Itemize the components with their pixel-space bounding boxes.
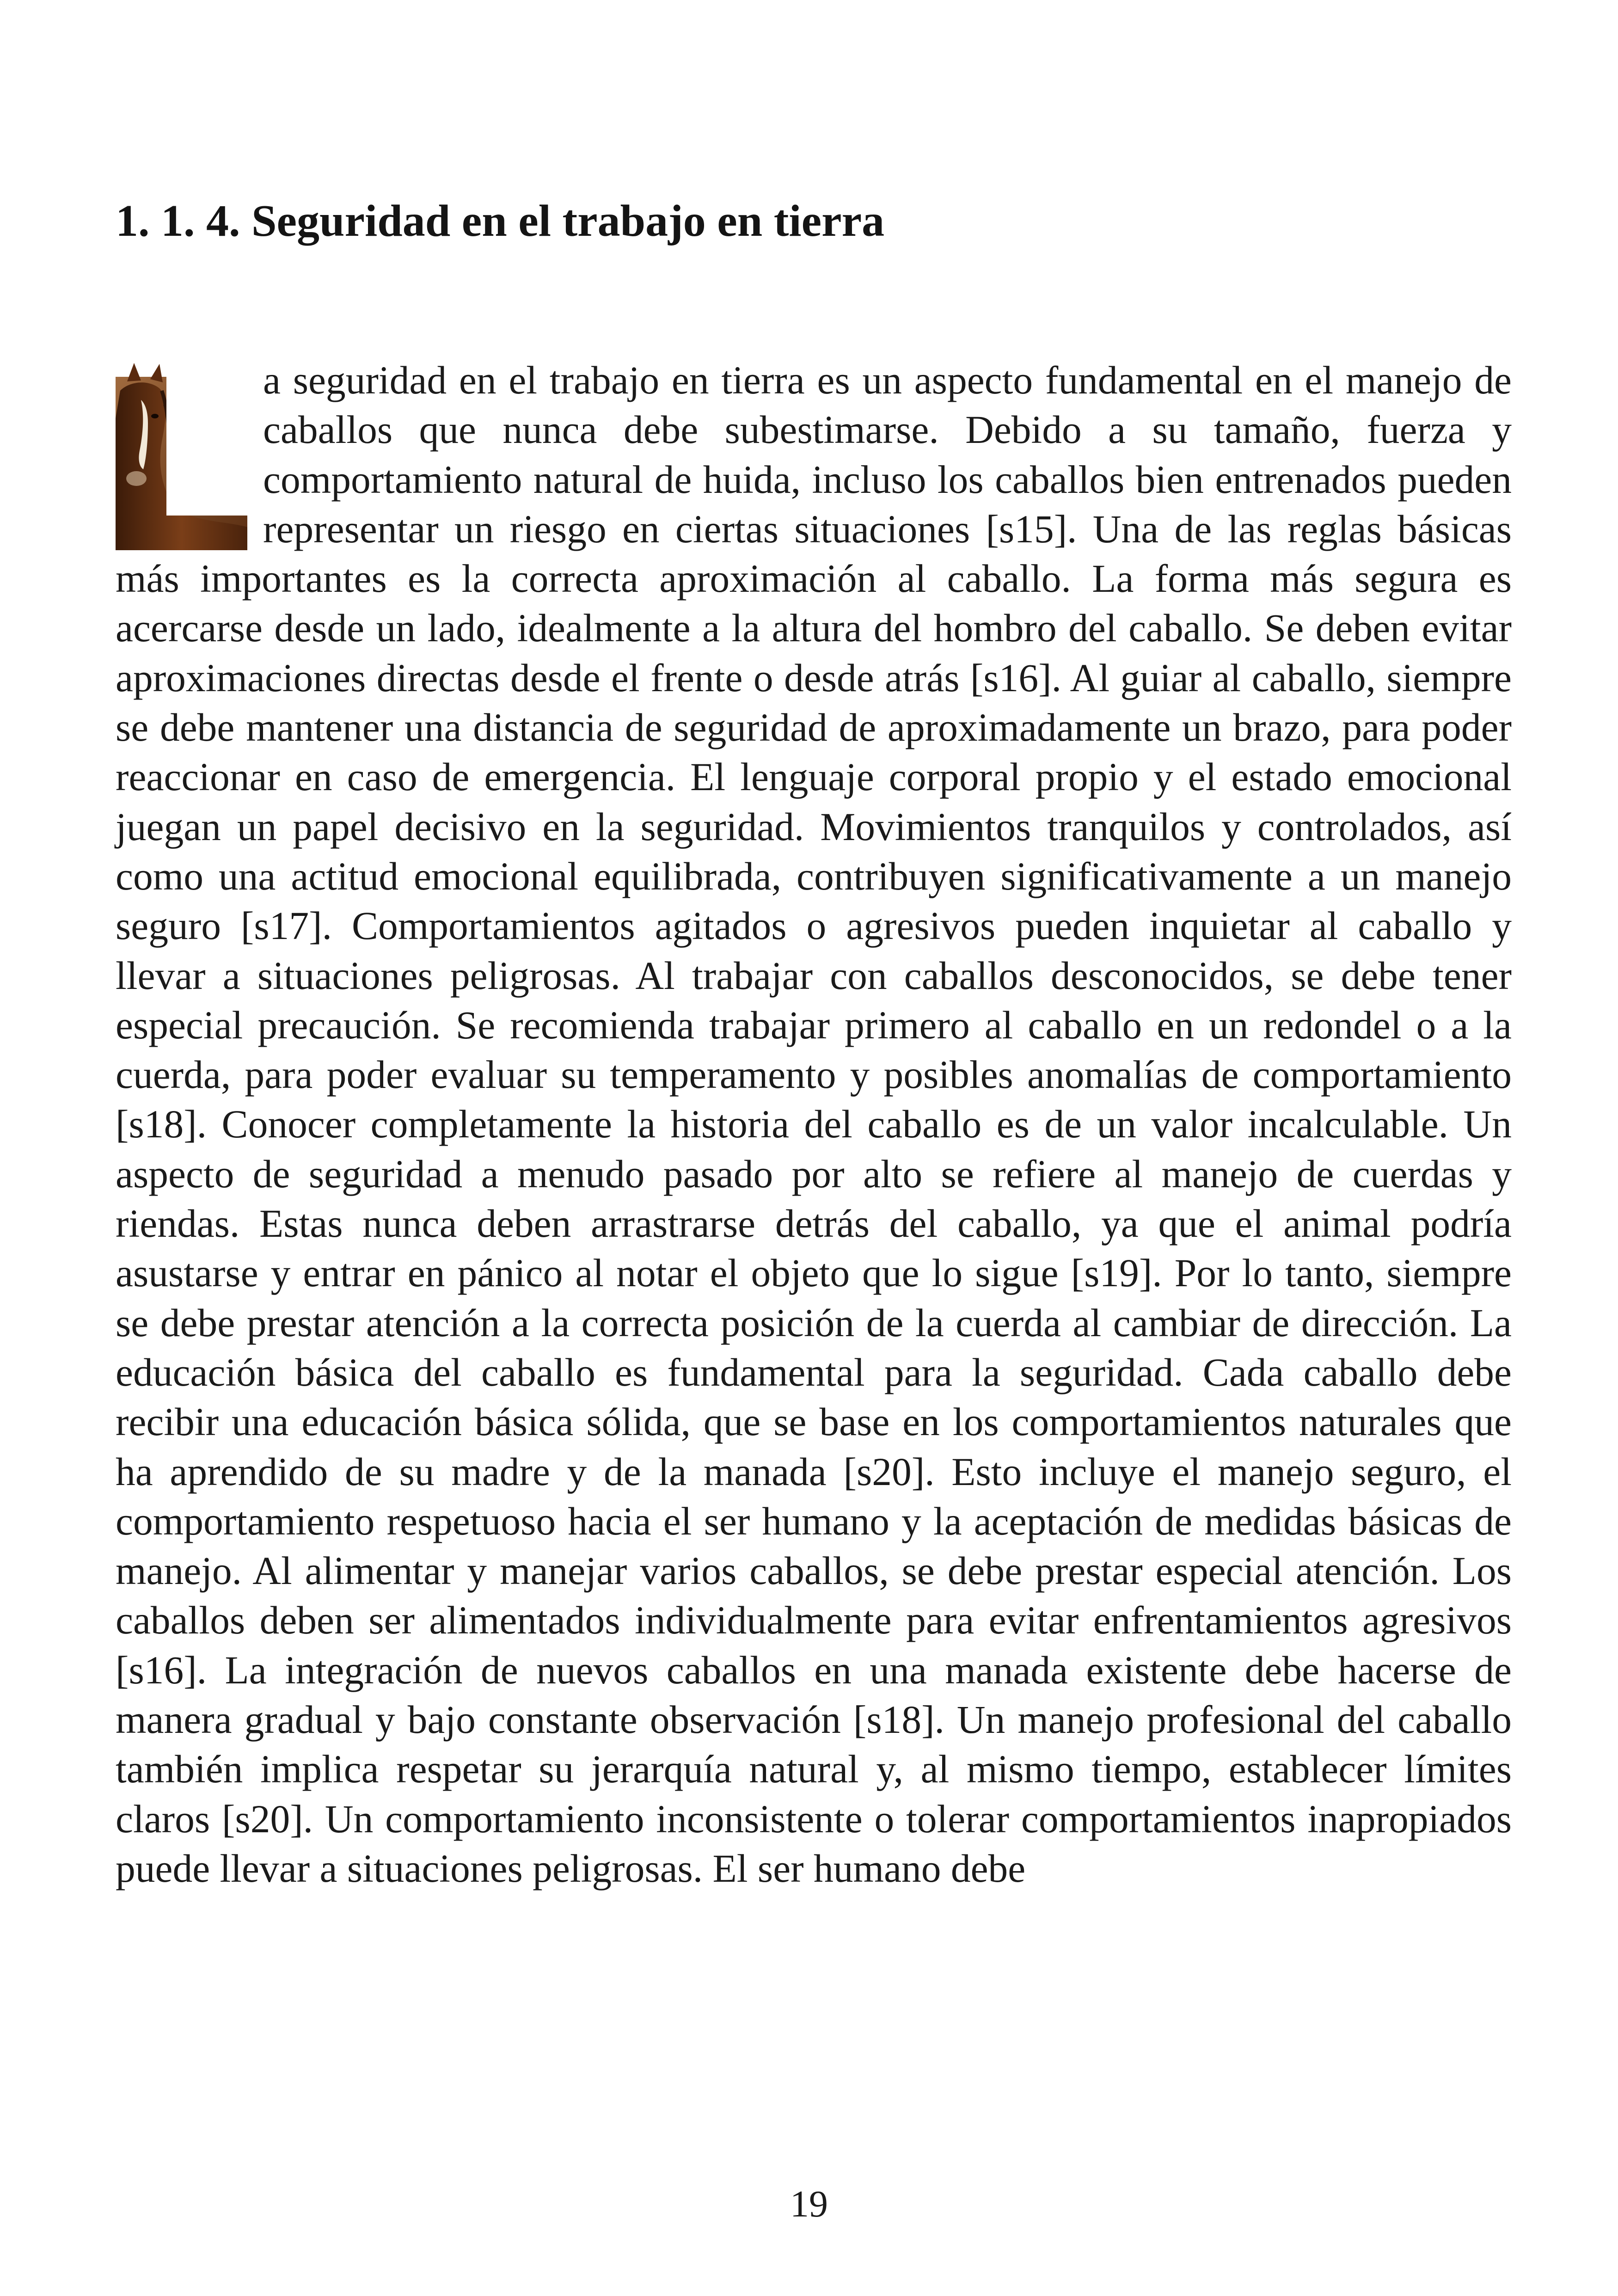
page-number: 19 <box>790 2183 828 2225</box>
paragraph-text: a seguridad en el trabajo en tierra es un aspecto fundamental en el manejo de caballos que nunca debe subestimarse. Debido a su tamaño, fuerza y comportamiento natural de huida, incluso los caballos bien entrenados pueden representar un riesgo en ciertas situaciones [s15]. Una de las reglas básicas más importantes es la correcta aproximación al caballo. La forma más segura es acercarse desde un lado, idealmente a la altura del hombro del caballo. Se deben evitar aproximaciones directas desde el frente o desde atrás [s16]. Al guiar al caballo, siempre se debe mantener una distancia de seguridad de aproximadamente un brazo, para poder reaccionar en caso de emergencia. El lenguaje corporal propio y el estado emocional juegan un papel decisivo en la seguridad. Movimientos tranquilos y controlados, así como una actitud emocional equilibrada, contribuyen significativamente a un manejo seguro [s17]. Comportamientos agitados o agresivos pueden inquietar al caballo y llevar a situaciones peligrosas. Al trabajar con caballos desconocidos, se debe tener especial precaución. Se recomienda trabajar primero al caballo en un redondel o a la cuerda, para poder evaluar su temperamento y posibles anomalías de comportamiento [s18]. Conocer completamente la historia del caballo es de un valor incalculable. Un aspecto de seguridad a menudo pasado por alto se refiere al manejo de cuerdas y riendas. Estas nunca deben arrastrarse detrás del caballo, ya que el animal podría asustarse y entrar en pánico al notar el objeto que lo sigue [s19]. Por lo tanto, siempre se debe prestar atención a la correcta posición de la cuerda al cambiar de dirección. La educación básica del caballo es fundamental para la seguridad. Cada caballo debe recibir una educación básica sólida, que se base en los comportamientos naturales que ha aprendido de su madre y de la manada [s20]. Esto incluye el manejo seguro, el comportamiento respetuoso hacia el ser humano y la aceptación de medidas básicas de manejo. Al alimentar y manejar varios caballos, se debe prestar especial atención. Los caballos deben ser alimentados individualmente para evitar enfrentamientos agresivos [s16]. La integración de nuevos caballos en una manada existente debe hacerse de manera gradual y bajo constante observación [s18]. Un manejo profesional del caballo también implica respetar su jerarquía natural y, al mismo tiempo, establecer límites claros [s20]. Un comportamiento inconsistente o tolerar comportamientos inapropiados puede llevar a situaciones peligrosas. El ser humano debe <box>116 359 1512 1891</box>
horse-head-icon <box>116 363 247 550</box>
body-paragraph <box>116 356 1512 1894</box>
section-heading: 1. 1. 4. Seguridad en el trabajo en tierra <box>116 196 885 246</box>
dropcap-letter-l <box>116 363 247 550</box>
